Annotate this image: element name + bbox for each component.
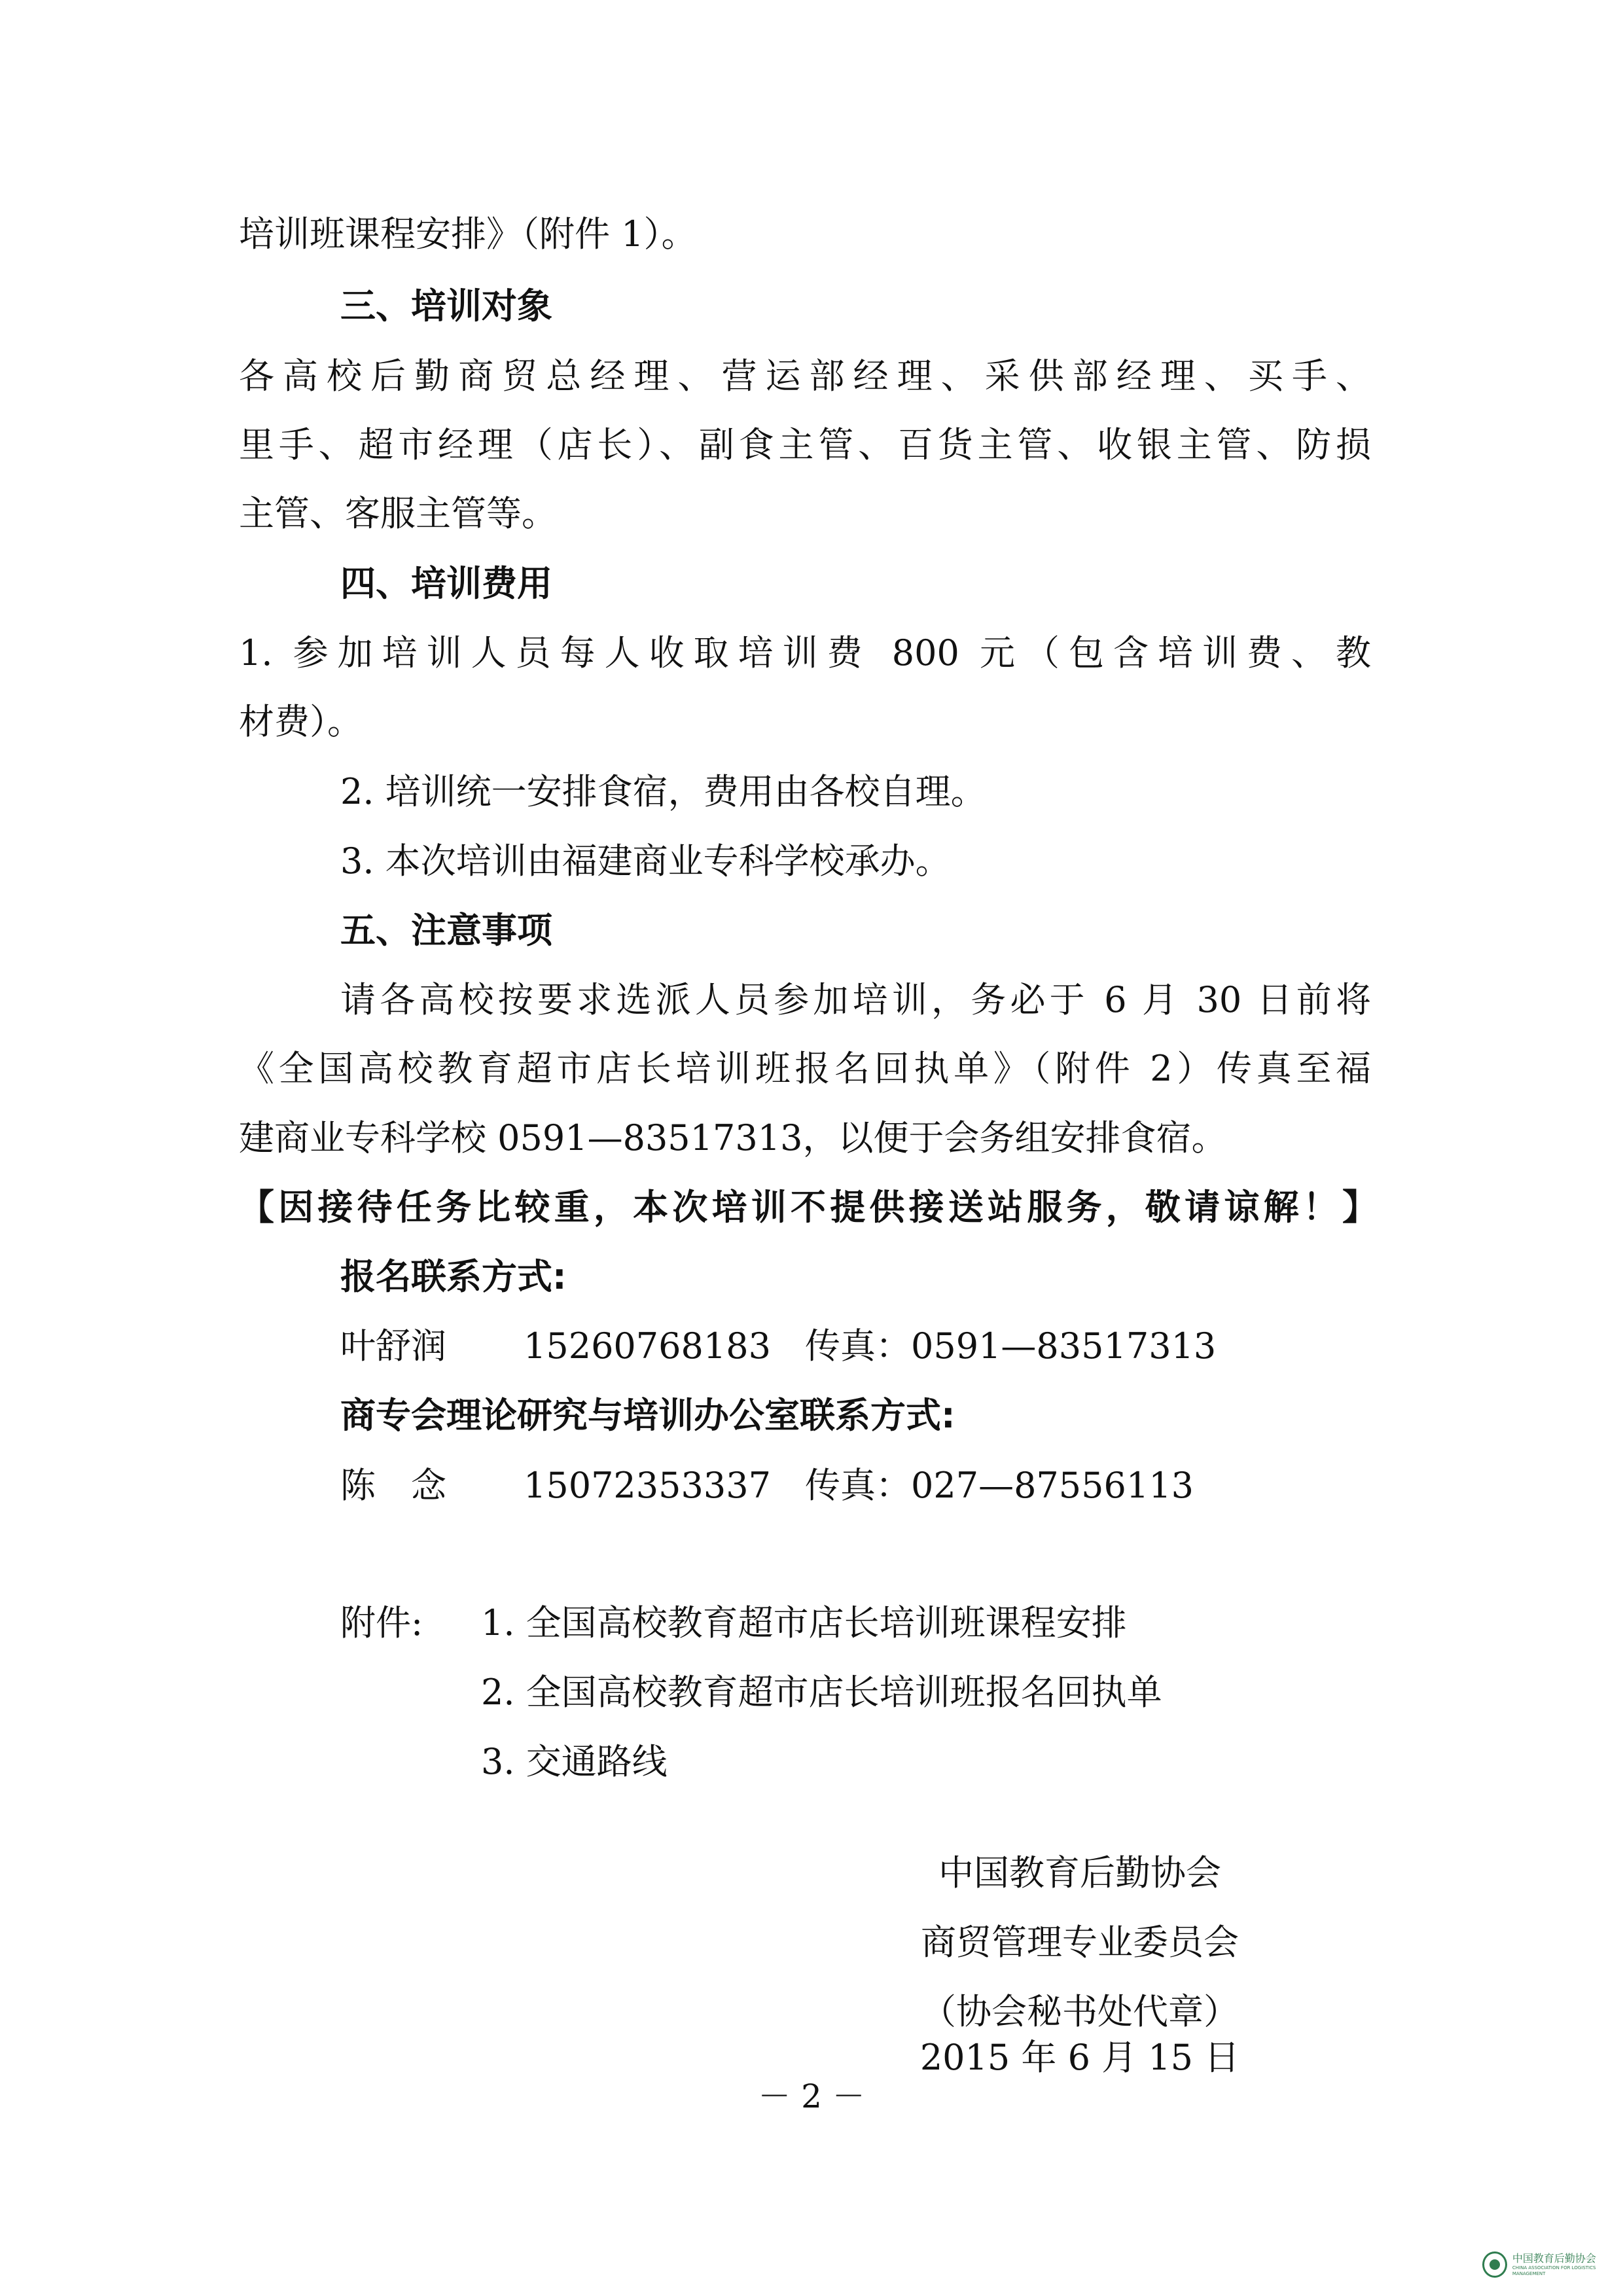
section-5-line-1: 请各高校按要求选派人员参加培训，务必于 6 月 30 日前将 <box>340 979 1371 1020</box>
watermark-text-cn: 中国教育后勤协会 <box>1512 2252 1596 2265</box>
registration-contact-heading: 报名联系方式: <box>340 1256 567 1297</box>
signature-seal-note: （协会秘书处代章） <box>921 1991 1239 2032</box>
signature-org: 中国教育后勤协会 <box>938 1852 1221 1893</box>
watermark-text-en: CHINA ASSOCIATION FOR LOGISTICS MANAGEMENT <box>1512 2265 1596 2276</box>
attachment-item-3: 3. 交通路线 <box>481 1741 668 1782</box>
section-3-line-1: 各高校后勤商贸总经理、营运部经理、采供部经理、买手、 <box>239 355 1371 397</box>
section-4-item-1-line-2: 材费）。 <box>239 701 363 742</box>
attachment-item-2: 2. 全国高校教育超市店长培训班报名回执单 <box>481 1672 1162 1713</box>
registration-contact-fax: 传真：0591—83517313 <box>805 1325 1217 1367</box>
section-4-item-1-line-1: 1. 参加培训人员每人收取培训费 800 元（包含培训费、教 <box>239 632 1371 673</box>
signature-date: 2015 年 6 月 15 日 <box>919 2037 1240 2078</box>
attachment-item-1: 1. 全国高校教育超市店长培训班课程安排 <box>481 1602 1127 1643</box>
office-contact-fax: 传真：027—87556113 <box>805 1465 1194 1506</box>
notice-banner: 【因接待任务比较重，本次培训不提供接送站服务，敬请谅解！】 <box>239 1187 1378 1228</box>
section-5-heading: 五、注意事项 <box>340 910 552 951</box>
registration-contact-name: 叶舒润 <box>340 1325 446 1367</box>
attachments-label: 附件: <box>340 1602 423 1643</box>
section-4-item-3: 3. 本次培训由福建商业专科学校承办。 <box>340 840 951 882</box>
signature-committee: 商贸管理专业委员会 <box>921 1922 1239 1963</box>
section-3-line-2: 里手、超市经理（店长）、副食主管、百货主管、收银主管、防损 <box>239 424 1371 465</box>
section-4-heading: 四、培训费用 <box>340 563 552 604</box>
section-3-line-3: 主管、客服主管等。 <box>239 493 557 534</box>
office-contact-name: 陈 念 <box>340 1465 446 1506</box>
intro-line: 培训班课程安排》（附件 1）。 <box>239 213 697 255</box>
registration-contact-phone: 15260768183 <box>524 1325 771 1367</box>
page-number: － 2 － <box>758 2077 865 2115</box>
watermark-logo <box>1482 2251 1623 2278</box>
section-5-line-3: 建商业专科学校 0591—83517313，以便于会务组安排食宿。 <box>239 1117 1227 1158</box>
office-contact-heading: 商专会理论研究与培训办公室联系方式: <box>340 1395 955 1436</box>
association-logo-icon <box>1482 2251 1507 2278</box>
section-5-line-2: 《全国高校教育超市店长培训班报名回执单》（附件 2）传真至福 <box>239 1048 1371 1089</box>
office-contact-phone: 15072353337 <box>524 1465 771 1506</box>
section-4-item-2: 2. 培训统一安排食宿，费用由各校自理。 <box>340 771 986 812</box>
section-3-heading: 三、培训对象 <box>340 285 552 327</box>
